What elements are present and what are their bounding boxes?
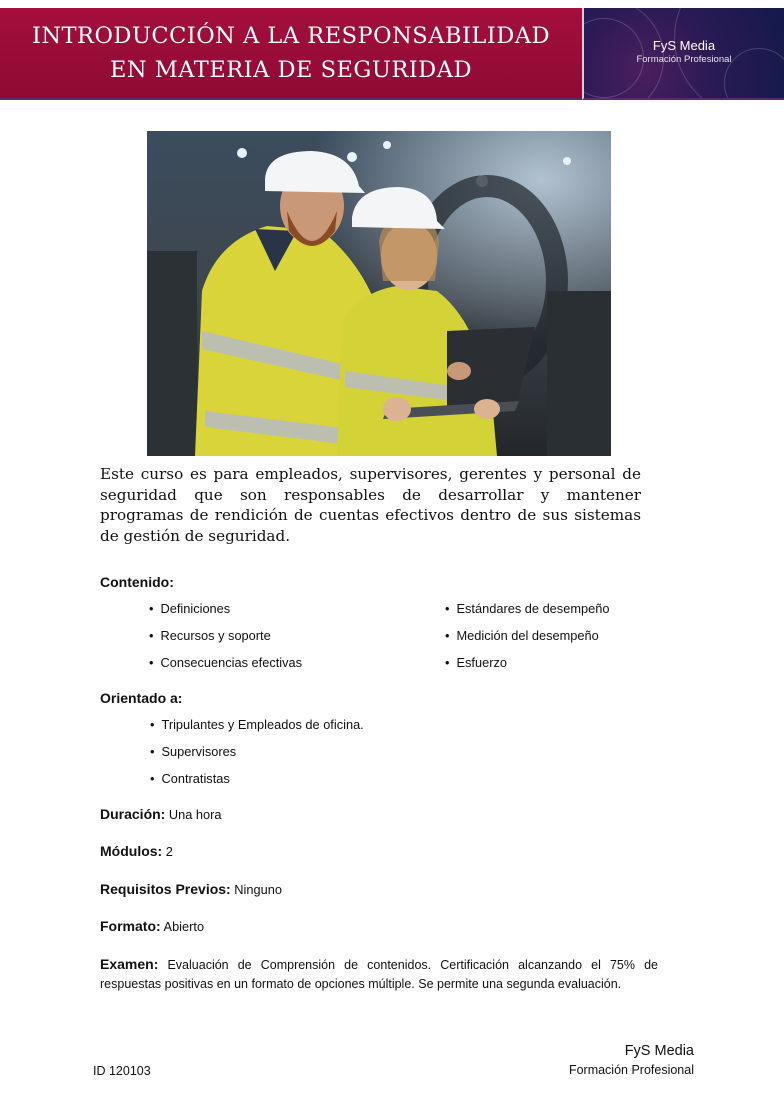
contenido-item: • Esfuerzo — [445, 655, 507, 670]
page-title-line-1: INTRODUCCIÓN A LA RESPONSABILIDAD — [31, 23, 551, 49]
contenido-heading: Contenido: — [100, 574, 174, 590]
contenido-item: • Recursos y soporte — [149, 628, 271, 643]
examen-value: Evaluación de Comprensión de contenidos. Certificación alcanzando el 75% de respuestas positivas en un formato de opciones múltiple. Se permite una segunda evaluación. — [100, 958, 658, 991]
requisitos-value: Ninguno — [234, 882, 282, 897]
contenido-item: • Medición del desempeño — [445, 628, 599, 643]
modulos-value: 2 — [165, 844, 173, 859]
contenido-item: • Consecuencias efectivas — [149, 655, 302, 670]
contenido-item: • Estándares de desempeño — [445, 601, 609, 616]
formato-field — [100, 918, 204, 934]
examen-label: Examen: — [100, 956, 159, 972]
orientado-item: • Contratistas — [150, 771, 230, 786]
workers-illustration — [147, 131, 611, 456]
footer-brand-subtitle: Formación Profesional — [568, 1063, 694, 1077]
duracion-value: Una hora — [168, 807, 222, 822]
course-photo — [147, 131, 611, 456]
requisitos-field — [100, 881, 282, 897]
orientado-item: • Tripulantes y Empleados de oficina. — [150, 717, 364, 732]
formato-value: Abierto — [163, 919, 205, 934]
footer-brand — [569, 1042, 694, 1079]
brand-panel — [582, 8, 784, 100]
examen-field — [100, 955, 658, 993]
title-banner — [0, 8, 582, 100]
brand-subtitle: Formación Profesional — [636, 54, 732, 65]
brand-logo — [584, 38, 784, 66]
formato-label: Formato: — [100, 918, 161, 934]
modulos-label: Módulos: — [100, 843, 163, 859]
requisitos-label: Requisitos Previos: — [100, 881, 231, 897]
orientado-heading: Orientado a: — [100, 690, 183, 706]
contenido-item: • Definiciones — [149, 601, 230, 616]
duracion-field — [100, 806, 222, 822]
document-id: ID 120103 — [93, 1064, 151, 1078]
course-description: Este curso es para empleados, supervisores, gerentes y personal de seguridad que son responsables de desarrollar y mantener programas de rendición de cuentas efectivos dentro de sus sistemas de gestión de seguridad. — [100, 465, 641, 545]
page-title-line-2: EN MATERIA DE SEGURIDAD — [109, 57, 473, 83]
brand-name: FyS Media — [652, 38, 716, 53]
duracion-label: Duración: — [100, 806, 166, 822]
orientado-item: • Supervisores — [150, 744, 236, 759]
modulos-field — [100, 843, 173, 859]
footer-brand-name: FyS Media — [624, 1043, 694, 1059]
page-header — [0, 8, 784, 100]
